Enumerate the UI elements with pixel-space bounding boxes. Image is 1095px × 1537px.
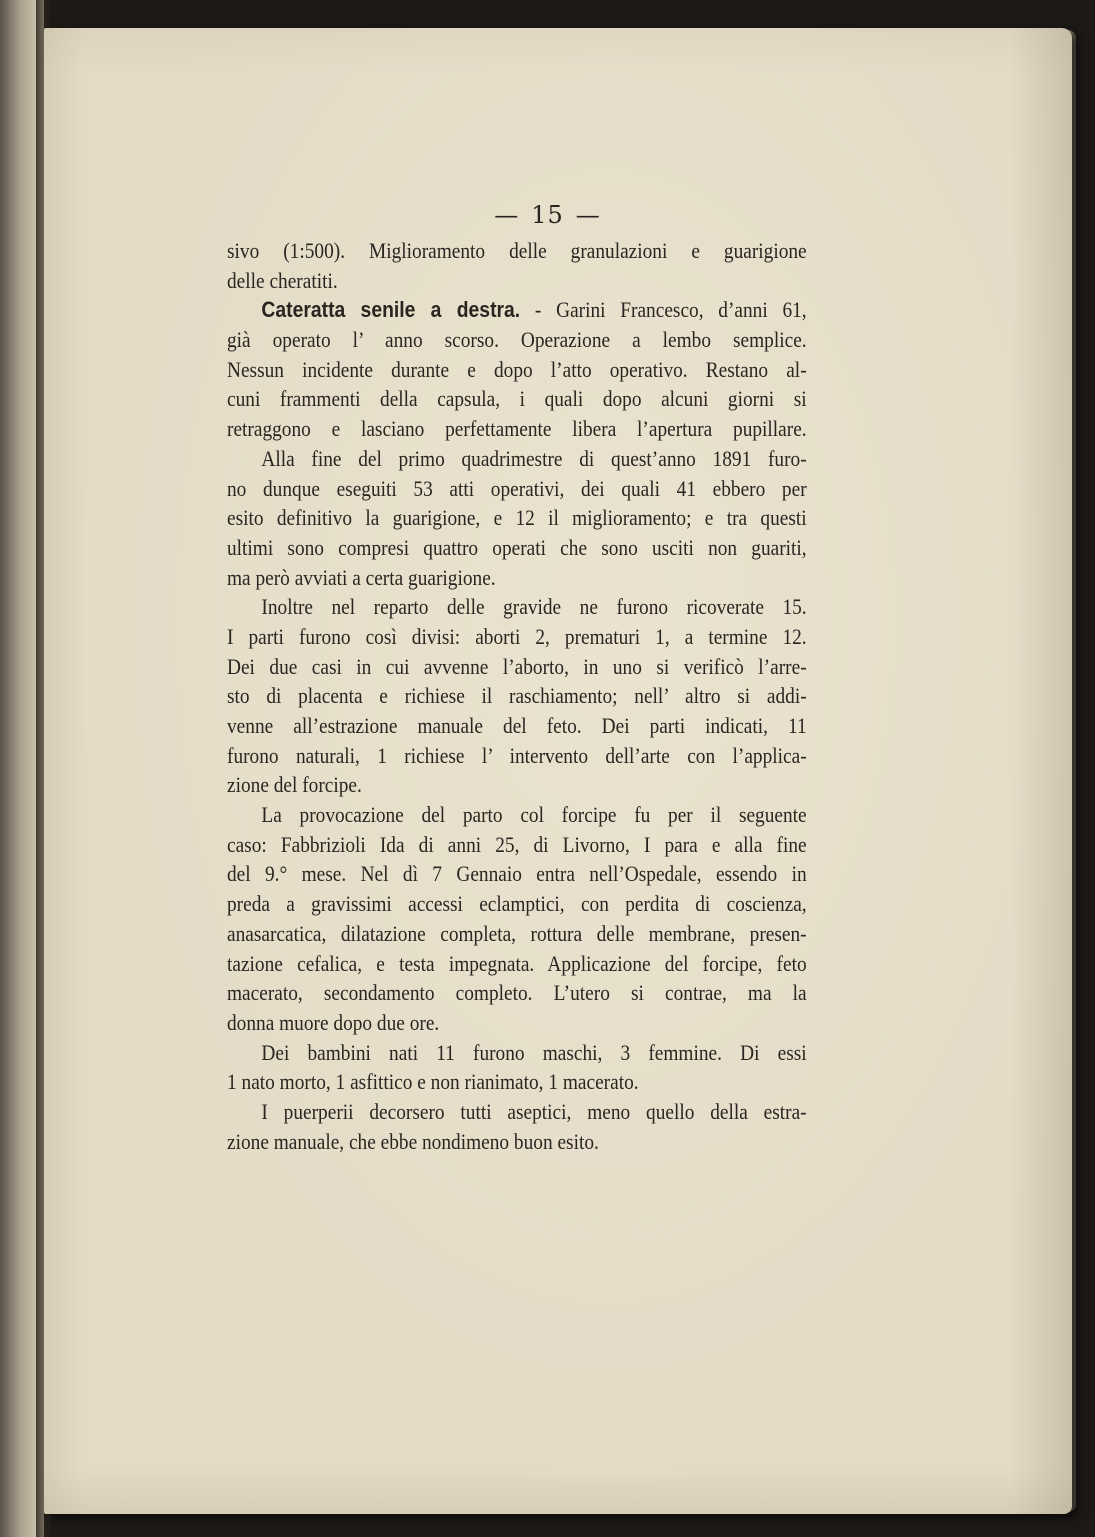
text-line: I parti furono così divisi: aborti 2, prematuri 1, a termine 12. [227,623,807,649]
text-line: esito definitivo la guarigione, e 12 il miglioramento; e tra questi [227,505,807,531]
text-line: sivo (1:500). Miglioramento delle granulazioni e guarigione [227,238,807,263]
text-line: ultimi sono compresi quattro operati che sono usciti non guariti, [227,534,807,560]
folio-dash-left: — [494,201,520,229]
text-line: zione manuale, che ebbe nondimeno buon esito. [227,1128,599,1154]
text-line: Dei bambini nati 11 furono maschi, 3 femmine. Di essi [261,1039,807,1065]
text-line: Cateratta senile a destra. - Garini Francesco, d’anni 61, [261,297,807,323]
text-line: tazione cefalica, e testa impegnata. Applicazione del forcipe, feto [227,950,807,976]
page-number-header [0,201,1095,229]
text-line: ma però avviati a certa guarigione. [227,564,496,590]
text-line: macerato, secondamento completo. L’utero si contrae, ma la [227,980,807,1006]
body-text [227,236,807,1156]
text-line: donna muore dopo due ore. [227,1009,440,1035]
text-line: 1 nato morto, 1 asfittico e non rianimato, 1 macerato. [227,1069,639,1095]
text-line: già operato l’ anno scorso. Operazione a lembo semplice. [227,327,807,353]
text-line: del 9.° mese. Nel dì 7 Gennaio entra nell’Ospedale, essendo in [227,861,807,887]
text-line: cuni frammenti della capsula, i quali dopo alcuni giorni si [227,386,807,412]
text-line: zione del forcipe. [227,772,362,798]
text-line: Nessun incidente durante e dopo l’atto operativo. Restano al- [227,356,807,382]
page-number: 15 [531,201,564,229]
text-line: I puerperii decorsero tutti aseptici, meno quello della estra- [261,1098,807,1124]
text-line: Alla fine del primo quadrimestre di quest’anno 1891 furo- [261,445,807,471]
text-line: no dunque eseguiti 53 atti operativi, dei quali 41 ebbero per [227,475,807,501]
text-line: venne all’estrazione manuale del feto. Dei parti indicati, 11 [227,713,807,738]
text-line: furono naturali, 1 richiese l’ intervento dell’arte con l’applica- [227,742,807,768]
text-line: sto di placenta e richiese il raschiamento; nell’ altro si addi- [227,683,807,709]
folio-dash-right: — [575,201,601,229]
text-line: La provocazione del parto col forcipe fu per il seguente [261,802,807,828]
text-line: retraggono e lasciano perfettamente libera l’apertura pupillare. [227,416,807,442]
text-line: delle cheratiti. [227,267,338,293]
text-line: Inoltre nel reparto delle gravide ne furono ricoverate 15. [261,594,807,620]
text-line: caso: Fabbrizioli Ida di anni 25, di Livorno, I para e alla fine [227,831,807,857]
section-heading: Cateratta senile a destra. [261,297,521,323]
text-line: preda a gravissimi accessi eclamptici, con perdita di coscienza, [227,891,807,917]
text-line: Dei due casi in cui avvenne l’aborto, in uno si verificò l’arre- [227,653,807,679]
text-line: anasarcatica, dilatazione completa, rottura delle membrane, presen- [227,920,807,946]
